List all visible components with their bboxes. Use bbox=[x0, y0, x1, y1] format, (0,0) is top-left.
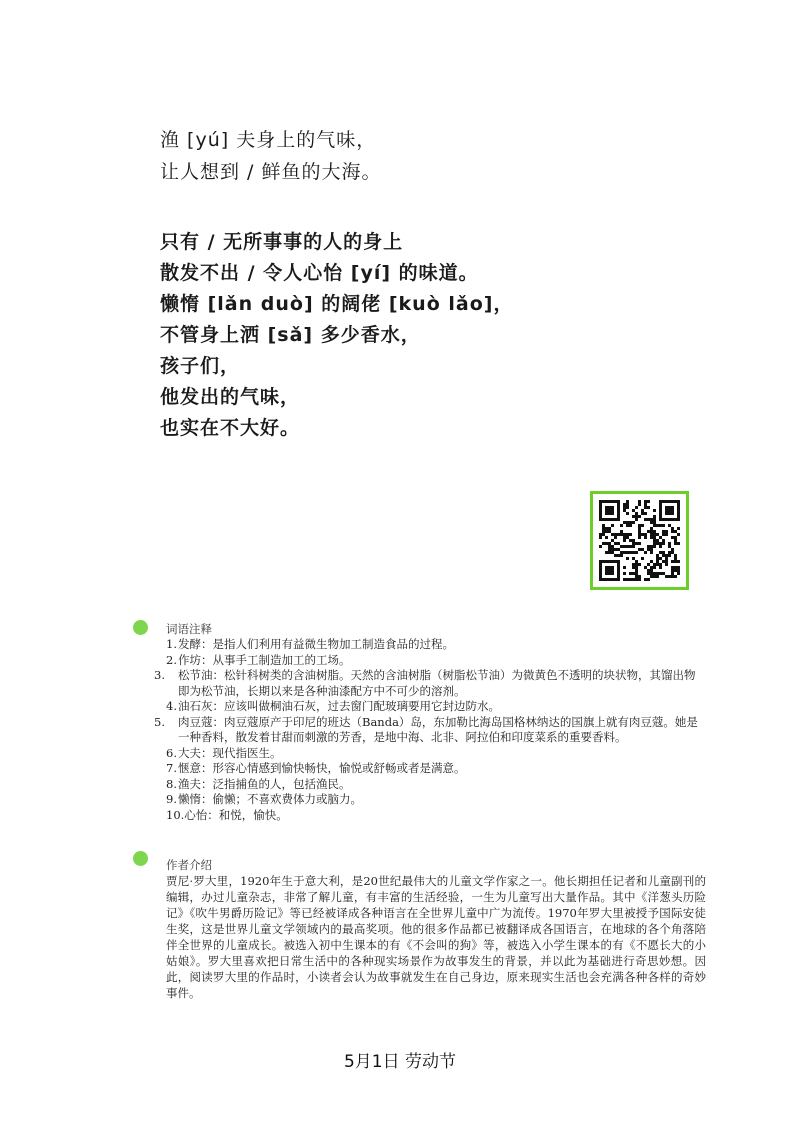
poem-line: 渔 [yú] 夫身上的气味， bbox=[160, 129, 377, 151]
vocab-list bbox=[154, 637, 706, 823]
poem-line: 不管身上洒 [sǎ] 多少香水， bbox=[160, 324, 421, 346]
list-item: 4.油石灰：应该叫做桐油石灰，过去窗门配玻璃要用它封边防水。 bbox=[166, 699, 500, 713]
poem-stanza-2 bbox=[160, 227, 513, 444]
list-item: 10.心怡：和悦，愉快。 bbox=[166, 807, 288, 822]
poem-line: 让人想到 / 鲜鱼的大海。 bbox=[160, 161, 382, 183]
list-item: 6.大夫：现代指医生。 bbox=[166, 745, 282, 760]
poem-line: 也实在不大好。 bbox=[160, 417, 301, 439]
list-item: 8.渔夫：泛指捕鱼的人，包括渔民。 bbox=[166, 776, 351, 791]
list-item: 9.懒惰：偷懒；不喜欢费体力或脑力。 bbox=[166, 792, 362, 806]
poem-stanza-1 bbox=[160, 124, 381, 188]
qr-code-pattern bbox=[599, 500, 680, 581]
list-item: 1.发酵：是指人们利用有益微生物加工制造食品的过程。 bbox=[166, 637, 454, 651]
author-body: 贾尼·罗大里，1920年生于意大利，是20世纪最伟大的儿童文学作家之一。他长期担任记者和儿童副刊的编辑，办过儿童杂志，非常了解儿童，有丰富的生活经验，一生为儿童写出大量作品。其中《洋葱头历险记》《吹牛男爵历险记》等已经被译成各种语言在全世界儿童中广为流传。1970年罗大里被授予国际安徒生奖，这是世界儿童文学领域内的最高奖项。他的很多作品都已被翻译成各国语言，在地球的各个角落陪伴全世界的儿童成长。被选入初中生课本的有《不会叫的狗》等，被选入小学生课本的有《不愿长大的小姑娘》。罗大里喜欢把日常生活中的各种现实场景作为故事发生的背景，并以此为基础进行奇思妙想。因此，阅读罗大里的作品时，小读者会认为故事就发生在自己身边，原来现实生活也会充满各种各样的奇妙事件。 bbox=[166, 874, 706, 1000]
qr-code-icon[interactable] bbox=[590, 491, 689, 590]
green-dot-icon bbox=[133, 851, 148, 866]
green-dot-icon bbox=[133, 620, 148, 635]
vocab-title: 词语注释 bbox=[166, 622, 212, 636]
poem-line: 他发出的气味， bbox=[160, 386, 301, 408]
list-item: 5. 肉豆蔻：肉豆蔻原产于印尼的班达（Banda）岛，东加勒比海岛国格林纳达的国旗上就有肉豆蔻。她是一种香料，散发着甘甜而刺激的芳香，是地中海、北非、阿拉伯和印度菜系的重要香料。 bbox=[154, 714, 698, 744]
list-item: 2.作坊：从事手工制造加工的工场。 bbox=[166, 652, 351, 667]
poem-line: 只有 / 无所事事的人的身上 bbox=[160, 231, 404, 253]
poem-line: 懒惰 [lǎn duò] 的阔佬 [kuò lǎo]， bbox=[160, 293, 514, 315]
poem-line: 孩子们， bbox=[160, 355, 241, 377]
author-section bbox=[166, 857, 706, 1001]
author-title: 作者介绍 bbox=[166, 858, 212, 872]
list-item: 7.惬意：形容心情感到愉快畅快，愉悦或舒畅或者是满意。 bbox=[166, 761, 466, 775]
poem-line: 散发不出 / 令人心怡 [yí] 的味道。 bbox=[160, 262, 479, 284]
list-item: 3. 松节油：松针科树类的含油树脂。天然的含油树脂（树脂松节油）为微黄色不透明的块状物，其馏出物即为松节油，长期以来是各种油漆配方中不可少的溶剂。 bbox=[154, 668, 696, 698]
vocab-section bbox=[154, 621, 706, 823]
page-footer-date: 5月1日 劳动节 bbox=[343, 1052, 457, 1072]
